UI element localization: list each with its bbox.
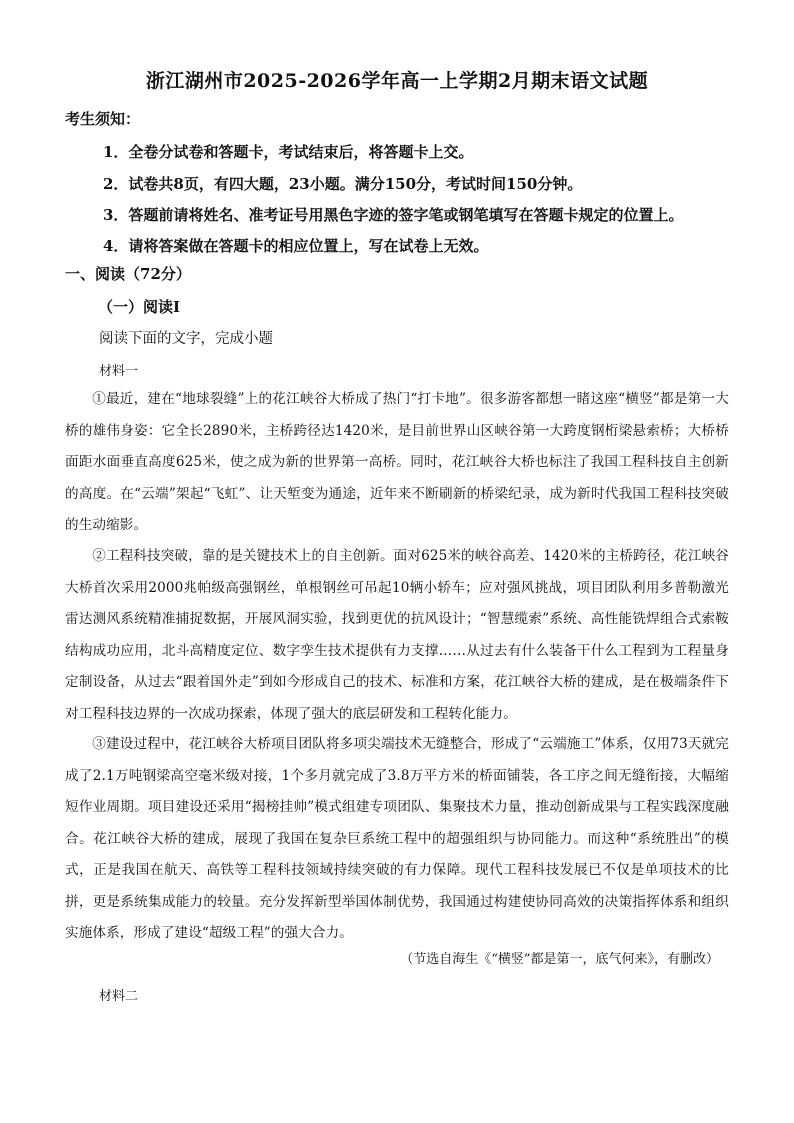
section-heading: 一、阅读（72分）	[65, 265, 191, 283]
paragraph-3: ③建设过程中，花江峡谷大桥项目团队将多项尖端技术无缝整合，形成了“云端施工”体系，仅用73天就完成了2.1万吨钢梁高空毫米级对接，1个多月就完成了3.8万平方米的桥面铺装，各工序之间无缝衔接，大幅缩短作业周期。项目建设还采用“揭榜挂帅”模式组建专项团队、集聚技术力量，推动创新成果与工程实践深度融合。花江峡谷大桥的建成，展现了我国在复杂巨系统工程中的超强组织与协同能力。而这种“系统胜出”的模式，正是我国在航天、高铁等工程科技领域持续突破的有力保障。现代工程科技发展已不仅是单项技术的比拼，更是系统集成能力的较量。充分发挥新型举国体制优势，我国通过构建使协同高效的决策指挥体系和组织实施体系，形成了建设“超级工程”的强大合力。	[65, 736, 729, 941]
reading-instruction: 阅读下面的文字，完成小题	[99, 331, 273, 347]
material-one-label: 材料一	[99, 364, 139, 379]
page-title: 浙江湖州市2025-2026学年高一上学期2月期末语文试题	[145, 70, 649, 92]
paragraph-1: ①最近，建在“地球裂缝”上的花江峡谷大桥成了热门“打卡地”。很多游客都想一睹这座“横竖”都是第一大桥的雄伟身姿：它全长2890米，主桥跨径达1420米，是目前世界山区峡谷第一大跨度钢桁梁悬索桥；大桥桥面距水面垂直高度625米，使之成为新的世界第一高桥。同时，花江峡谷大桥也标注了我国工程科技自主创新的高度。在“云端”架起“飞虹”、让天堑变为通途，近年来不断刷新的桥梁纪录，成为新时代我国工程科技突破的生动缩影。	[65, 391, 729, 533]
notice-item-2: 2．试卷共8页，有四大题，23小题。满分150分，考试时间150分钟。	[103, 175, 583, 193]
material-two-label: 材料二	[99, 989, 139, 1004]
notice-item-4: 4．请将答案做在答题卡的相应位置上，写在试卷上无效。	[103, 237, 489, 255]
subsection-heading: （一）阅读Ⅰ	[98, 298, 181, 316]
source-citation: （节选自海生《“横竖”都是第一，底气何来》，有删改）	[400, 952, 719, 967]
notice-item-3: 3．答题前请将姓名、准考证号用黑色字迹的签字笔或钢笔填写在答题卡规定的位置上。	[103, 206, 684, 224]
notice-item-1: 1．全卷分试卷和答题卡，考试结束后，将答题卡上交。	[103, 143, 474, 161]
notice-heading: 考生须知：	[65, 110, 141, 128]
paragraph-2: ②工程科技突破，靠的是关键技术上的自主创新。面对625米的峡谷高差、1420米的主桥跨径，花江峡谷大桥首次采用2000兆帕级高强钢丝，单根钢丝可吊起10辆小轿车；应对强风挑战，项目团队利用多普勒激光雷达测风系统精准捕捉数据，开展风洞实验，找到更优的抗风设计；“智慧缆索”系统、高性能铣焊组合式索鞍结构成功应用，北斗高精度定位、数字孪生技术提供有力支撑……从过去有什么装备干什么工程到为工程量身定制设备，从过去“跟着国外走”到如今形成自己的技术、标准和方案，花江峡谷大桥的建成，是在极端条件下对工程科技边界的一次成功探索，体现了强大的底层研发和工程转化能力。	[65, 548, 729, 722]
